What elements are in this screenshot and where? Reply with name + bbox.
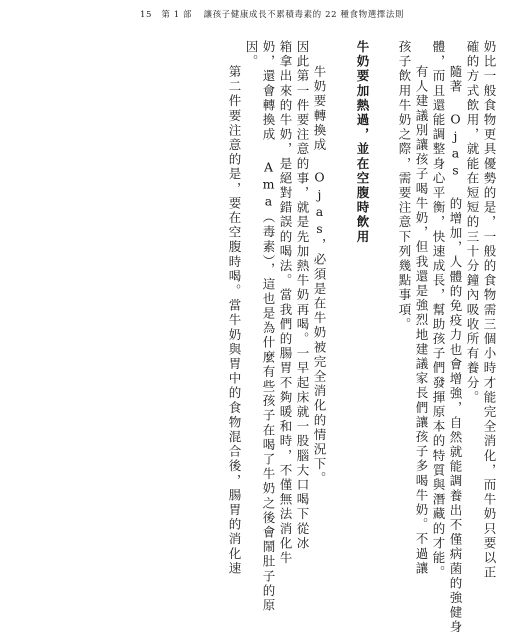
text-column: 牛奶要轉換成 Ojas，必須是在牛奶被完全消化的情況下。	[312, 65, 327, 487]
text-column: 因此第一件要注意的事，就是先加熱牛奶再喝。一早起床就一股腦大口喝下從冰	[295, 40, 310, 551]
part-label: 第 1 部	[161, 10, 193, 20]
text-column: 奶，還會轉換成 Ama（毒素），這也是為什麼有些孩子在喝了牛奶之後會鬧肚子的原	[261, 40, 276, 614]
text-column: 第二件要注意的是，要在空腹時喝。當牛奶與胃中的食物混合後，腸胃的消化速	[227, 65, 242, 576]
text-column: 孩子飲用牛奶之際，需要注意下列幾點事項。	[397, 40, 412, 332]
text-column: 奶比一般食物更具優勢的是，一般的食物需三個小時才能完全消化，而牛奶只要以正	[482, 40, 497, 581]
text-column: 有人建議別讓孩子喝牛奶，但我還是強烈地建議家長們讓孩子多喝牛奶。不過讓	[414, 65, 429, 576]
text-column: 體，而且還能調整身心平衡，快速成長，幫助孩子們發揮原本的特質與潛藏的才能。	[431, 40, 446, 581]
text-column: 箱拿出來的牛奶，是絕對錯誤的喝法。當我們的腸胃不夠暖和時，不僅無法消化牛	[278, 40, 293, 566]
text-column: 隨著 Ojas 的增加，人體的免疫力也會增強，自然就能調養出不僅病菌的強健身	[448, 65, 463, 635]
book-title: 讓孩子健康成長不累積毒素的 22 種食物選擇法則	[203, 10, 405, 20]
section-heading: 牛奶要加熱過，並在空腹時飲用	[355, 40, 370, 245]
text-column: 因。	[244, 40, 259, 70]
page-number: 15	[140, 10, 153, 20]
running-header	[140, 8, 500, 20]
text-column: 確的方式飲用，就能在短短的三十分鐘內吸收所有養分。	[465, 40, 480, 405]
